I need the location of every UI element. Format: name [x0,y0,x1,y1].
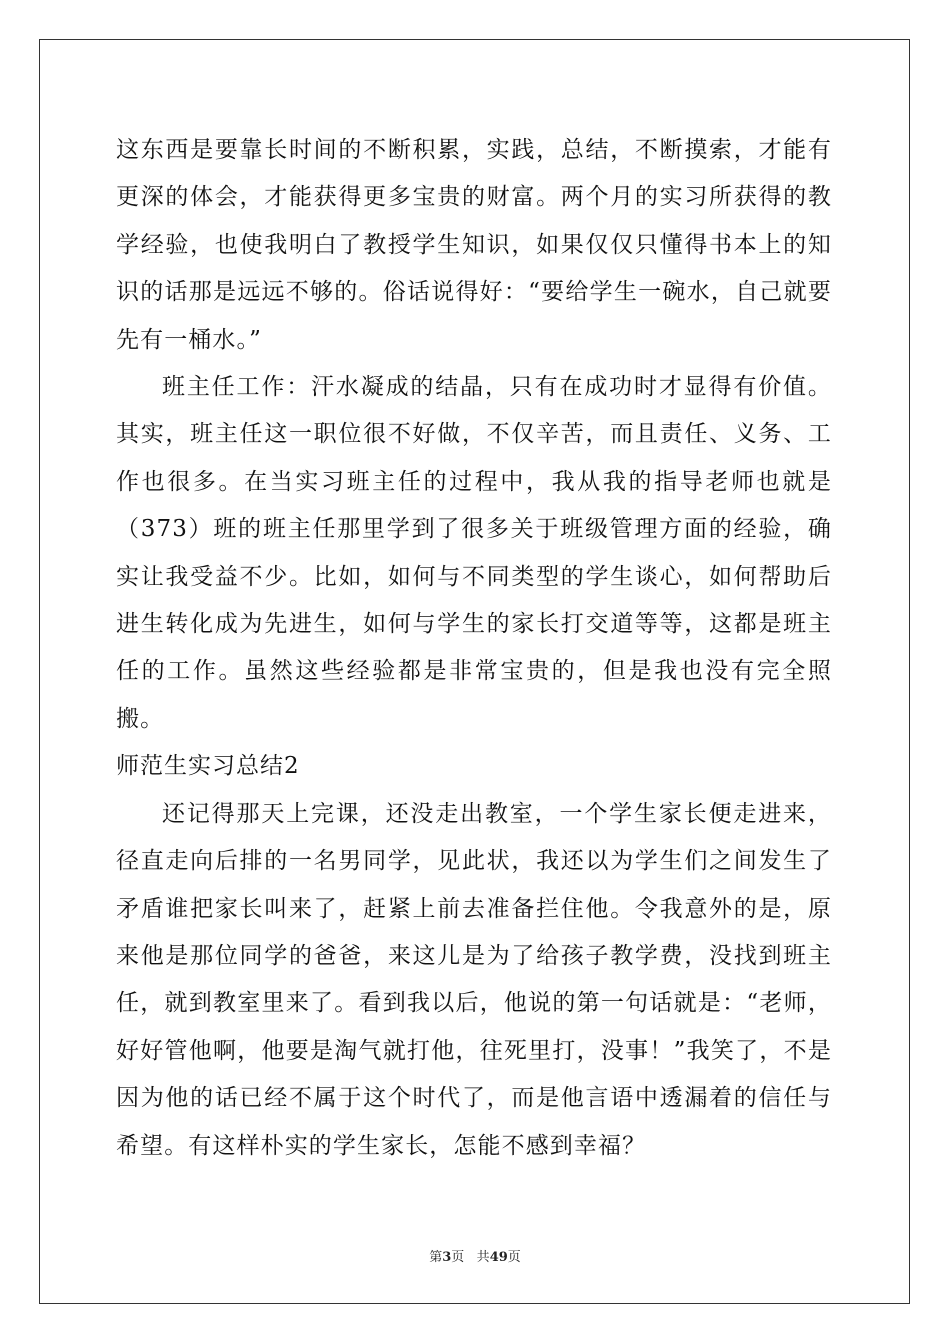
page-footer [0,1246,950,1265]
paragraph-3: 还记得那天上完课，还没走出教室，一个学生家长便走进来，径直走向后排的一名男同学，见此状，我还以为学生们之间发生了矛盾谁把家长叫来了，赶紧上前去准备拦住他。令我意外的是，原来他是那位同学的爸爸，来这儿是为了给孩子教学费，没找到班主任，就到教室里来了。看到我以后，他说的第一句话就是：“老师，好好管他啊，他要是淘气就打他，往死里打，没事！”我笑了，不是因为他的话已经不属于这个时代了，而是他言语中透漏着的信任与希望。有这样朴实的学生家长，怎能不感到幸福？ [116,800,832,1159]
total-pages: 49 [489,1250,508,1265]
page-prefix: 第 [429,1250,443,1265]
total-prefix: 共 [476,1250,490,1265]
page-suffix: 页 [451,1250,465,1265]
total-suffix: 页 [507,1250,521,1265]
section-heading: 师范生实习总结2 [116,753,300,780]
page-number: 3 [442,1250,452,1265]
document-body [116,127,832,1170]
paragraph-1: 这东西是要靠长时间的不断积累，实践，总结，不断摸索，才能有更深的体会，才能获得更多宝贵的财富。两个月的实习所获得的教学经验，也使我明白了教授学生知识，如果仅仅只懂得书本上的知识的话那是远远不够的。俗话说得好：“要给学生一碗水，自己就要先有一桶水。” [116,137,832,353]
paragraph-2: 班主任工作：汗水凝成的结晶，只有在成功时才显得有价值。其实，班主任这一职位很不好做，不仅辛苦，而且责任、义务、工作也很多。在当实习班主任的过程中，我从我的指导老师也就是（373）班的班主任那里学到了很多关于班级管理方面的经验，确实让我受益不少。比如，如何与不同类型的学生谈心，如何帮助后进生转化成为先进生，如何与学生的家长打交道等等，这都是班主任的工作。虽然这些经验都是非常宝贵的，但是我也没有完全照搬。 [116,374,832,732]
